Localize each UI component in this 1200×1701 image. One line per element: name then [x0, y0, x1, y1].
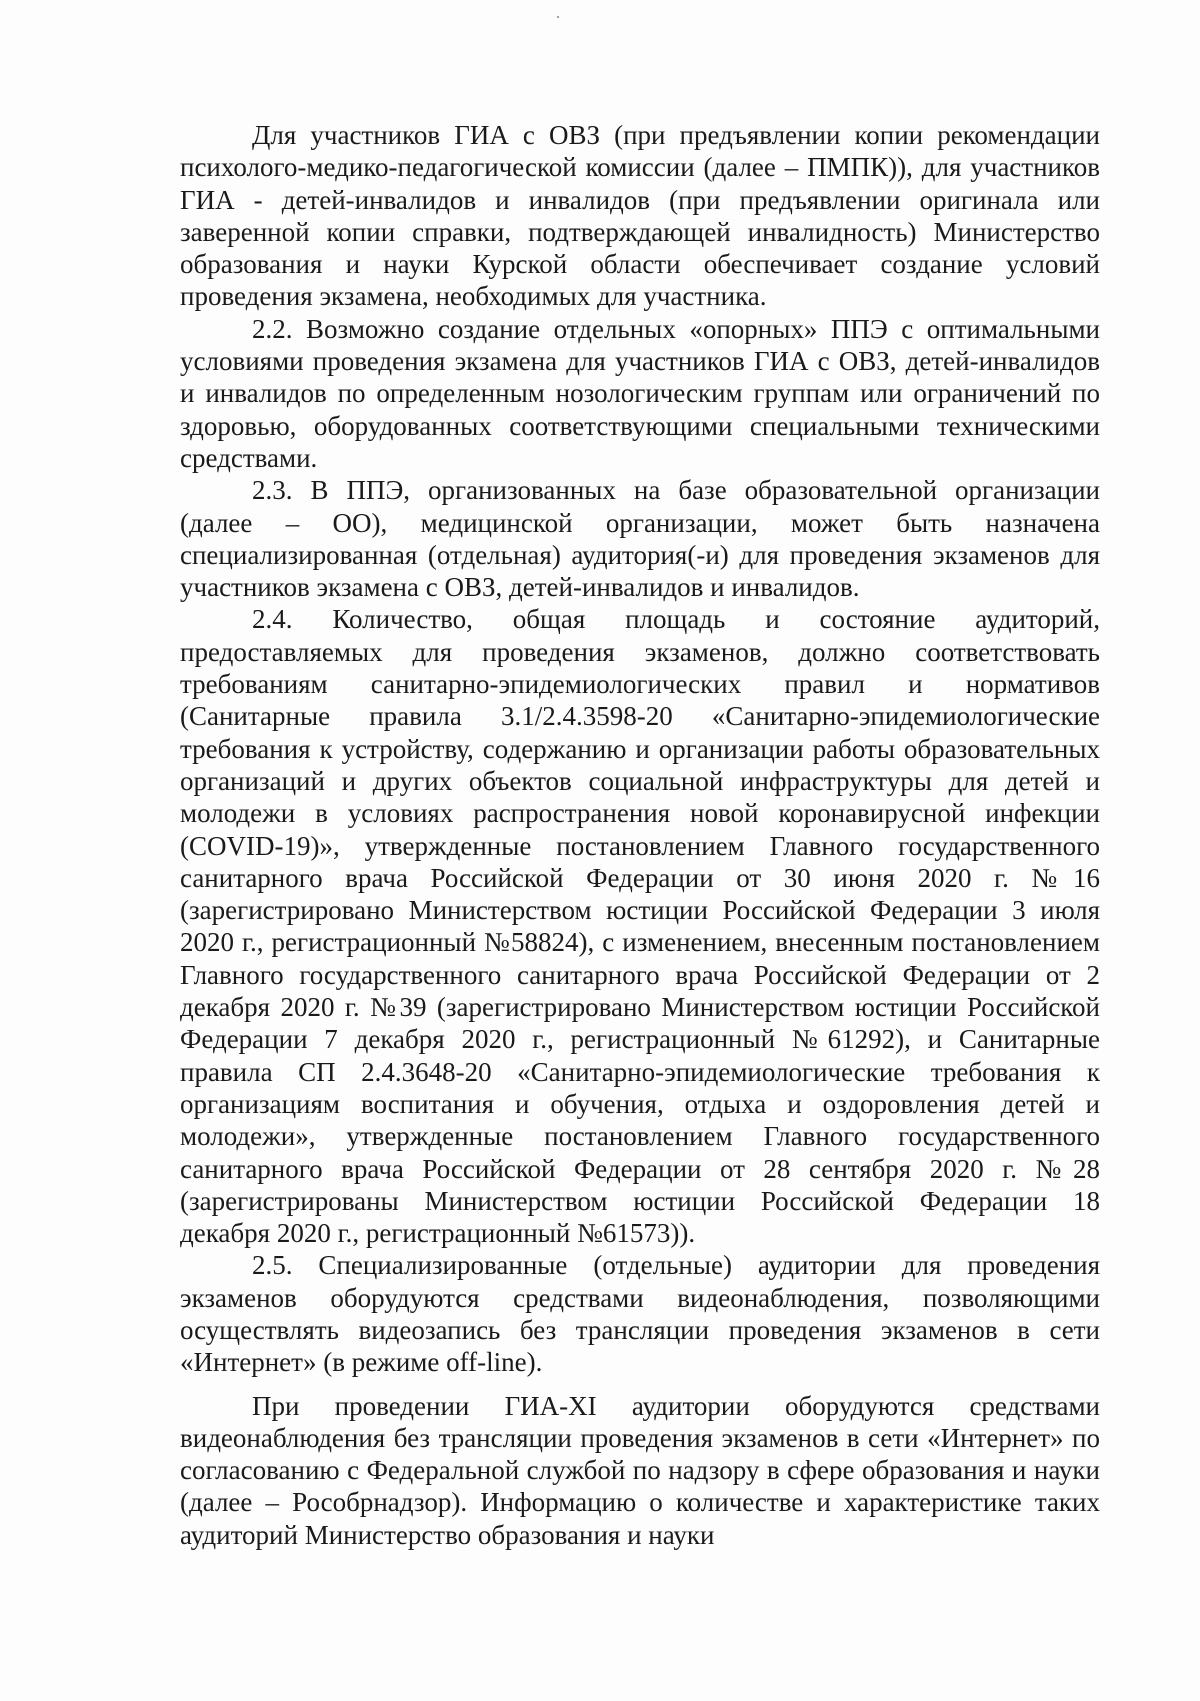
scan-speck [557, 16, 559, 18]
paragraph-ovz-conditions: Для участников ГИА с ОВЗ (при предъявлении копии рекомендации психолого-медико-педагогической комиссии (далее – ПМПК)), для участников ГИА - детей-инвалидов и инвалидов (при предъявлении оригинала или заверенной копии справки, подтверждающей инвалидность) Министерство образования и науки Курской области обеспечивает создание условий проведения экзамена, необходимых для участника. [180, 120, 1100, 312]
paragraph-gia-xi: При проведении ГИА-XI аудитории оборудуются средствами видеонаблюдения без трансляции проведения экзаменов в сети «Интернет» по согласованию с Федеральной службой по надзору в сфере образования и науки (далее – Рособрнадзор). Информацию о количестве и характеристике таких аудиторий Министерство образования и науки [180, 1390, 1100, 1550]
paragraph-2-5: 2.5. Специализированные (отдельные) аудитории для проведения экзаменов оборудуются средствами видеонаблюдения, позволяющими осуществлять видеозапись без трансляции проведения экзаменов в сети «Интернет» (в режиме off-line). [180, 1250, 1100, 1378]
paragraph-2-2: 2.2. Возможно создание отдельных «опорных» ППЭ с оптимальными условиями проведения экзамена для участников ГИА с ОВЗ, детей-инвалидов и инвалидов по определенным нозологическим группам или ограничений по здоровью, оборудованных соответствующими специальными техническими средствами. [180, 313, 1100, 473]
paragraph-2-3: 2.3. В ППЭ, организованных на базе образовательной организации (далее – ОО), медицинской организации, может быть назначена специализированная (отдельная) аудитория(-и) для проведения экзаменов для участников экзамена с ОВЗ, детей-инвалидов и инвалидов. [180, 475, 1100, 603]
document-body [180, 119, 1100, 1551]
paragraph-2-4: 2.4. Количество, общая площадь и состояние аудиторий, предоставляемых для проведения экзаменов, должно соответствовать требованиям санитарно-эпидемиологических правил и нормативов (Санитарные правила 3.1/2.4.3598-20 «Санитарно-эпидемиологические требования к устройству, содержанию и организации работы образовательных организаций и других объектов социальной инфраструктуры для детей и молодежи в условиях распространения новой коронавирусной инфекции (COVID-19)», утвержденные постановлением Главного государственного санитарного врача Российской Федерации от 30 июня 2020 г. №16 (зарегистрировано Министерством юстиции Российской Федерации 3 июля 2020 г., регистрационный №58824), с изменением, внесенным постановлением Главного государственного санитарного врача Российской Федерации от 2 декабря 2020 г. №39 (зарегистрировано Министерством юстиции Российской Федерации 7 декабря 2020 г., регистрационный №61292), и Санитарные правила СП 2.4.3648-20 «Санитарно-эпидемиологические требования к организациям воспитания и обучения, отдыха и оздоровления детей и молодежи», утвержденные постановлением Главного государственного санитарного врача Российской Федерации от 28 сентября 2020 г. №28 (зарегистрированы Министерством юстиции Российской Федерации 18 декабря 2020 г., регистрационный №61573)). [180, 604, 1100, 1249]
